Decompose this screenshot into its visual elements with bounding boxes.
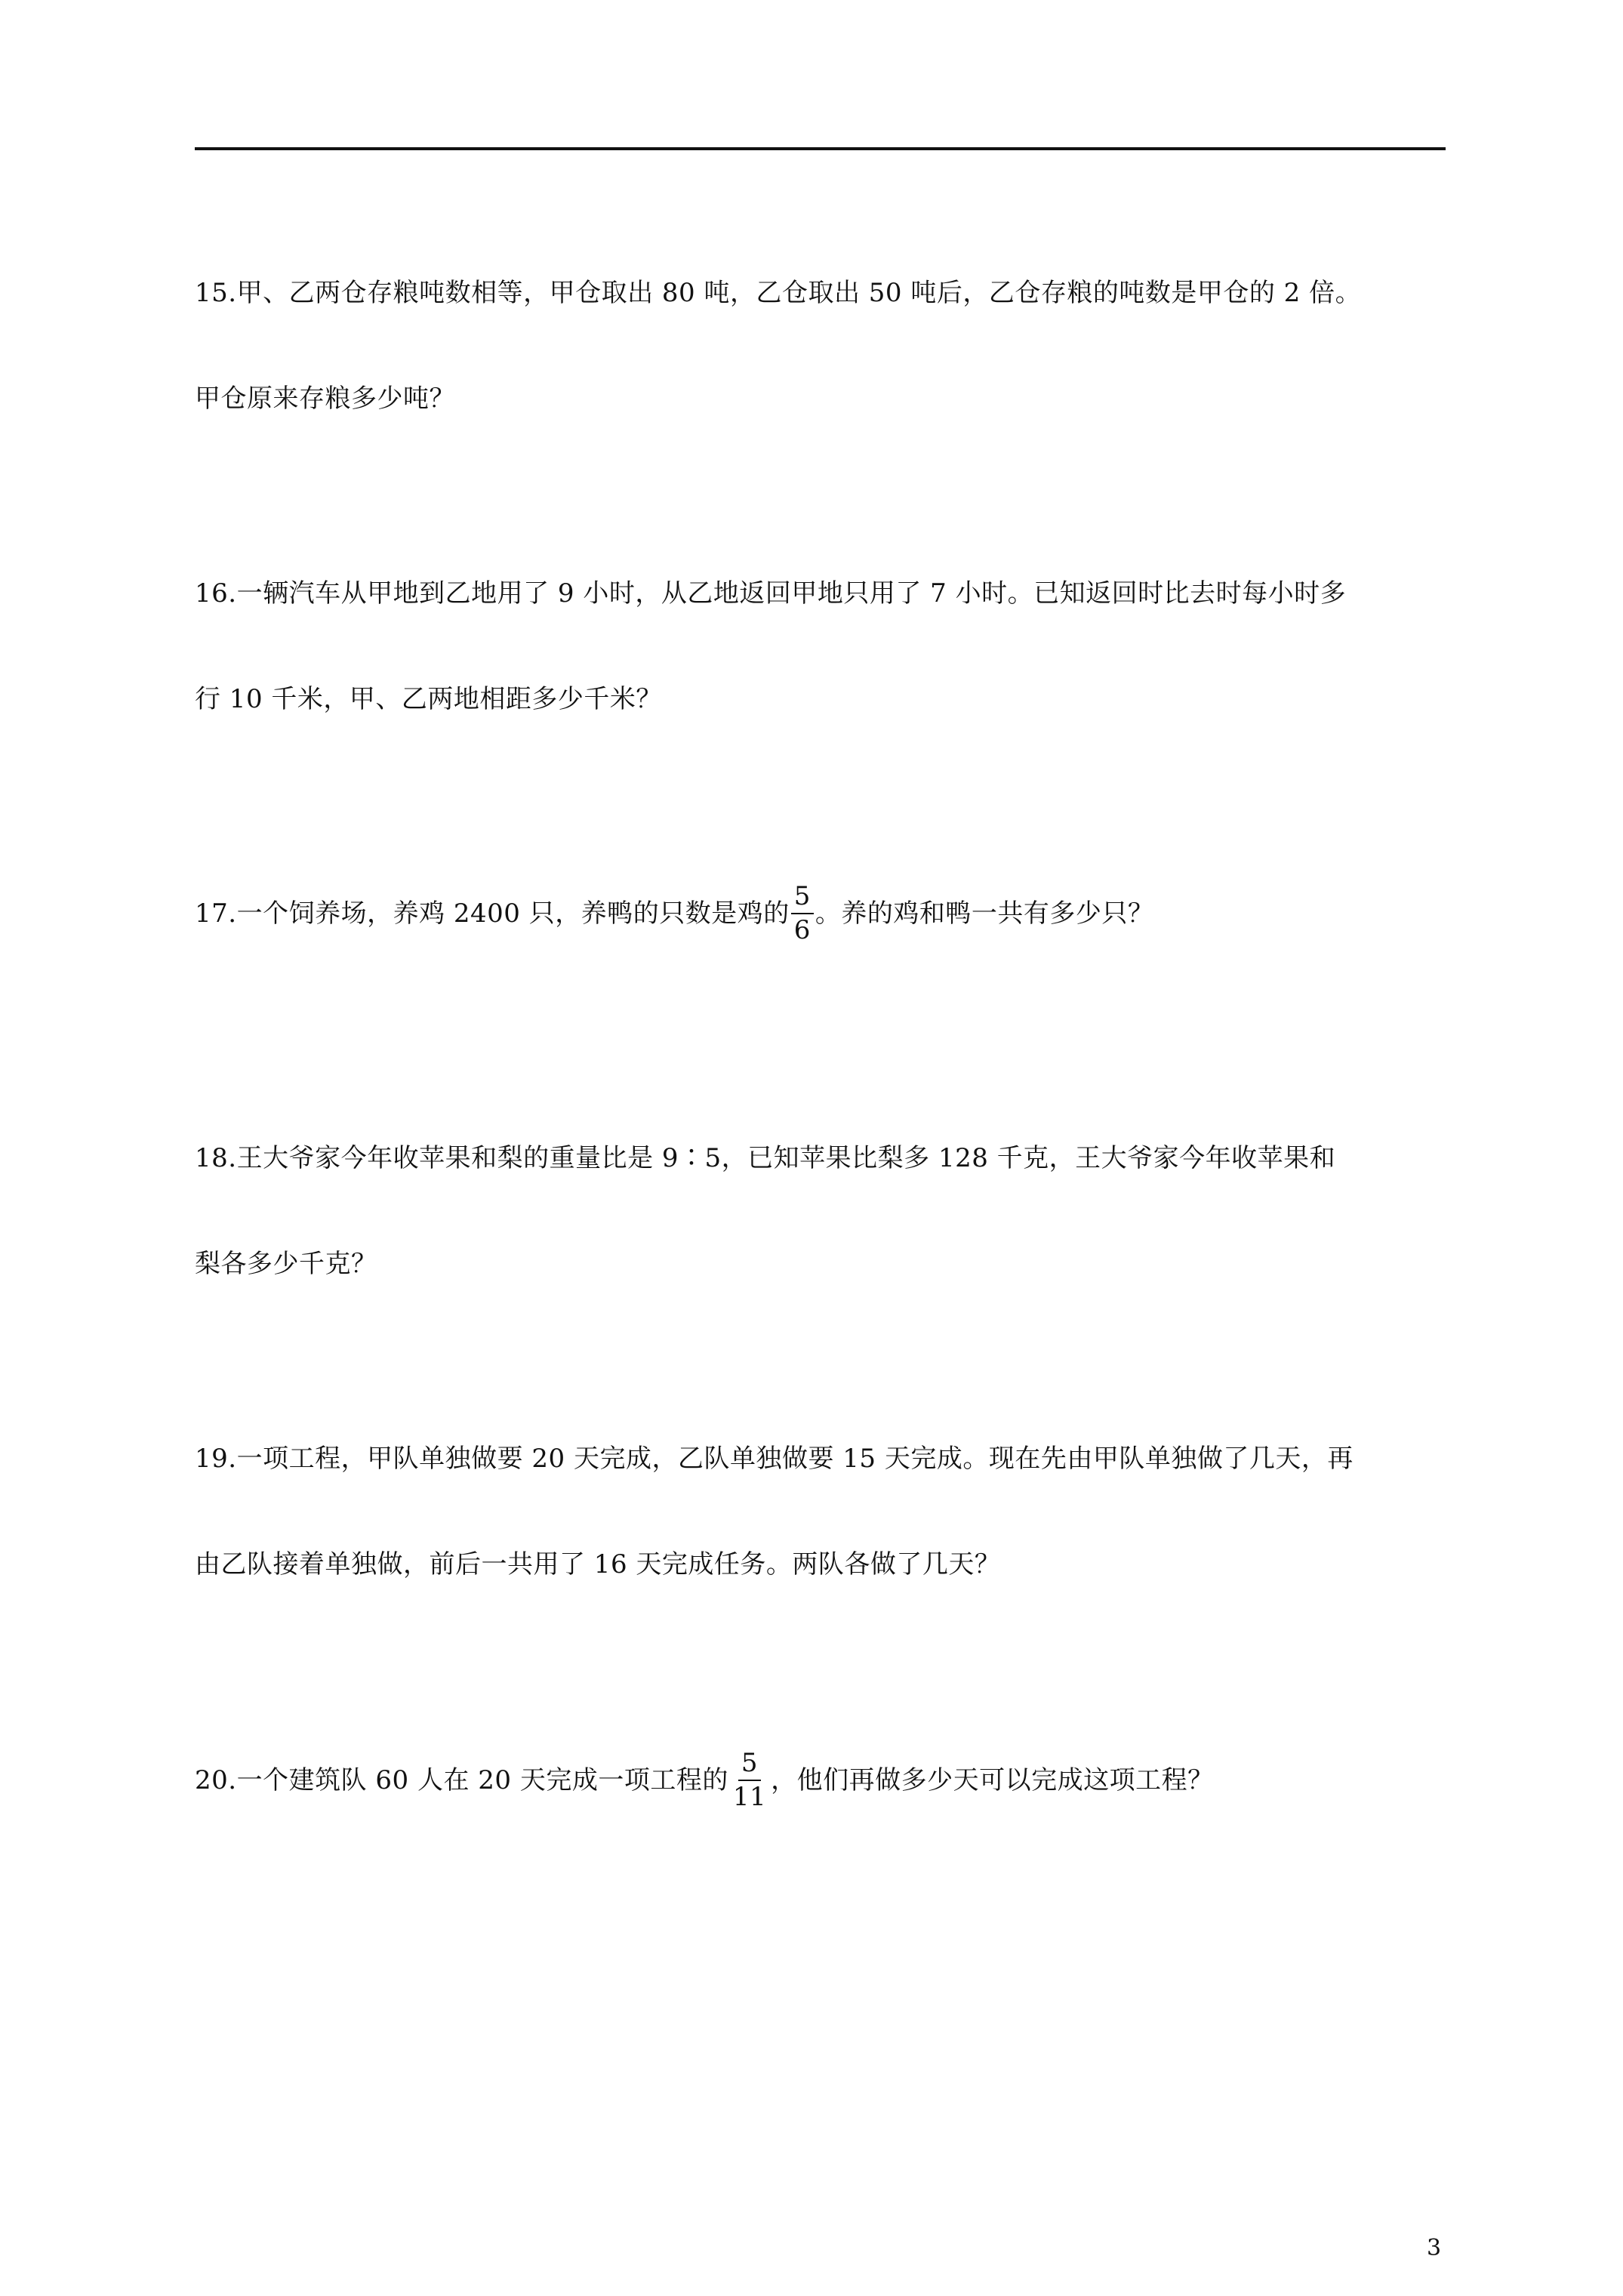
page-number: 3 [1427,2235,1442,2261]
fraction-denominator: 6 [793,915,811,945]
question-18-line-1: 18.王大爷家今年收苹果和梨的重量比是 9∶5，已知苹果比梨多 128 千克，王大爷家今年收苹果和 [195,1143,1336,1173]
question-17-line-1 [195,861,1449,966]
question-18 [195,1105,1449,1317]
question-16 [195,541,1449,752]
question-15-line-1: 15.甲、乙两仓存粮吨数相等，甲仓取出 80 吨，乙仓取出 50 吨后，乙仓存粮的吨数是甲仓的 2 倍。 [195,278,1362,308]
question-18-line-2: 梨各多少千克？ [195,1249,377,1279]
question-15-line-2: 甲仓原来存粮多少吨？ [195,384,455,414]
question-17 [195,861,1449,966]
question-17-text-after: 。养的鸡和鸭一共有多少只？ [815,898,1154,929]
question-19 [195,1406,1449,1617]
fraction-numerator: 5 [791,882,814,914]
question-19-line-2: 由乙队接着单独做，前后一共用了 16 天完成任务。两队各做了几天？ [195,1549,1001,1579]
fraction-numerator: 5 [738,1749,761,1781]
question-20-text-after: ，他们再做多少天可以完成这项工程？ [771,1765,1214,1795]
question-20 [195,1727,1449,1833]
question-16-line-2: 行 10 千米，甲、乙两地相距多少千米？ [195,684,662,714]
question-20-line-1 [195,1727,1449,1833]
fraction-denominator: 11 [732,1782,767,1812]
question-15 [195,240,1449,451]
question-20-fraction [730,1749,769,1812]
question-19-line-1: 19.一项工程，甲队单独做要 20 天完成，乙队单独做要 15 天完成。现在先由甲队单独做了几天，再 [195,1444,1354,1474]
question-20-text-before: 20.一个建筑队 60 人在 20 天完成一项工程的 [195,1765,728,1795]
question-17-text-before: 17.一个饲养场，养鸡 2400 只，养鸭的只数是鸡的 [195,898,790,929]
question-17-fraction [791,882,814,945]
question-16-line-1: 16.一辆汽车从甲地到乙地用了 9 小时，从乙地返回甲地只用了 7 小时。已知返回时比去时每小时多 [195,578,1347,609]
header-rule [195,147,1446,150]
